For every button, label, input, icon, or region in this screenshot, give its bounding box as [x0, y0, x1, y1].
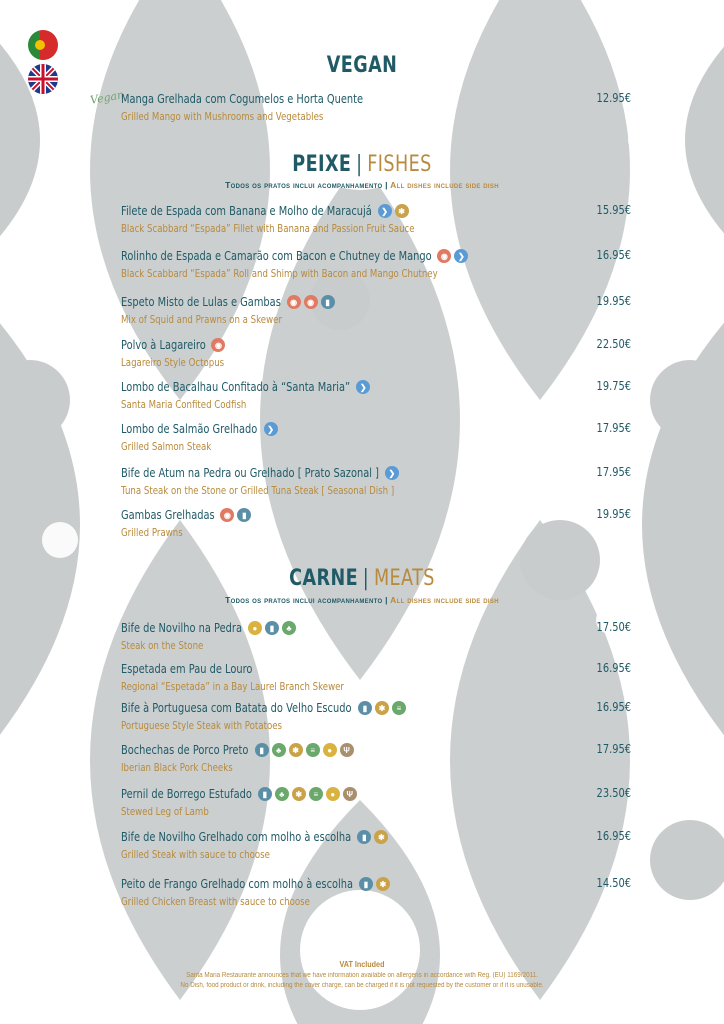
vegan-title: [72, 53, 651, 78]
soy-allergen-icon: ≡: [306, 743, 320, 757]
menu-item: [121, 786, 631, 820]
menu-item: [121, 203, 631, 237]
menu-item: [121, 700, 631, 734]
gluten-allergen-icon: ✱: [376, 877, 390, 891]
menu-item: [121, 620, 631, 654]
menu-item-row: [121, 294, 631, 310]
dish-description: Mix of Squid and Prawns on a Skewer: [121, 314, 282, 326]
gluten-allergen-icon: ✱: [374, 830, 388, 844]
meats-subtitle-en: All dishes include side dish: [390, 595, 499, 605]
fishes-title-pt: PEIXE: [292, 152, 352, 177]
fishes-subtitle-en: All dishes include side dish: [390, 180, 499, 190]
title-separator: |: [356, 152, 363, 177]
dish-description-wrap: [121, 219, 631, 237]
dish-description-wrap: [121, 892, 631, 910]
dish-price: 19.75€: [596, 379, 631, 393]
meats-title-pt: CARNE: [289, 566, 358, 591]
menu-item-row: [121, 507, 631, 523]
allergen-icons: [258, 787, 357, 801]
sulphite-allergen-icon: Ψ: [343, 787, 357, 801]
menu-item-row: [121, 700, 631, 716]
portugal-flag-icon[interactable]: [28, 30, 58, 60]
charge-note: No Dish, food product or drink, including the cover charge, can be charged if it is not requested by the customer or if it is unusable.: [180, 982, 544, 989]
dish-description: Black Scabbard “Espada” Roll and Shimp with Bacon and Mango Chutney: [121, 268, 438, 280]
fish-allergen-icon: ❯: [454, 249, 468, 263]
meats-subtitle: [0, 595, 724, 605]
dish-description-wrap: [121, 802, 631, 820]
dish-description-wrap: [121, 523, 631, 541]
dish-price: 23.50€: [596, 786, 631, 800]
dish-name: Espetada em Pau de Louro: [121, 662, 253, 676]
menu-item: [121, 294, 631, 328]
menu-item-row: [121, 661, 631, 677]
dish-description-wrap: [121, 395, 631, 413]
meats-title-en: MEATS: [373, 566, 435, 591]
dish-price: 12.95€: [596, 91, 631, 105]
dish-description-wrap: [121, 481, 631, 499]
dish-description-wrap: [121, 677, 631, 695]
dish-name: Gambas Grelhadas: [121, 508, 215, 522]
mustard-allergen-icon: ●: [323, 743, 337, 757]
dish-description: Lagareiro Style Octopus: [121, 357, 225, 369]
dish-description: Grilled Chicken Breast with sauce to choose: [121, 896, 310, 908]
menu-item: [121, 829, 631, 863]
allergen-icons: [211, 338, 225, 352]
dish-price: 16.95€: [596, 248, 631, 262]
dish-name: Bochechas de Porco Preto: [121, 743, 249, 757]
menu-item-row: [121, 742, 631, 758]
dish-name: Espeto Misto de Lulas e Gambas: [121, 295, 281, 309]
vat-note: VAT Included: [339, 960, 385, 969]
milk-allergen-icon: ▮: [357, 830, 371, 844]
dish-name: Manga Grelhada com Cogumelos e Horta Quente: [121, 92, 364, 106]
menu-item: [121, 248, 631, 282]
mustard-allergen-icon: ●: [248, 621, 262, 635]
dish-description-wrap: [121, 845, 631, 863]
menu-item: [121, 337, 631, 371]
dish-description-wrap: [121, 353, 631, 371]
dish-description: Stewed Leg of Lamb: [121, 806, 209, 818]
dish-price: 16.95€: [596, 661, 631, 675]
dish-price: 17.95€: [596, 465, 631, 479]
menu-item: [121, 91, 631, 125]
shell-allergen-icon: ◉: [211, 338, 225, 352]
dish-description-wrap: [121, 437, 631, 455]
uk-flag-icon[interactable]: [28, 64, 58, 94]
menu-item-row: [121, 379, 631, 395]
allergen-icons: [378, 204, 409, 218]
vegan-title-text: VEGAN: [326, 53, 398, 78]
allergen-note: Santa Maria Restaurante announces that we have information available on allergens in accordance with Reg. (EU) 1169/2011.: [186, 972, 538, 979]
dish-name: Pernil de Borrego Estufado: [121, 787, 252, 801]
shell-allergen-icon: ◉: [304, 295, 318, 309]
dish-description: Steak on the Stone: [121, 640, 204, 652]
milk-allergen-icon: ▮: [265, 621, 279, 635]
celery-allergen-icon: ♣: [275, 787, 289, 801]
dish-price: 16.95€: [596, 700, 631, 714]
dish-description-wrap: [121, 758, 631, 776]
menu-item-row: [121, 829, 631, 845]
menu-item: [121, 742, 631, 776]
menu-item: [121, 465, 631, 499]
dish-description: Black Scabbard “Espada” Fillet with Banana and Passion Fruit Sauce: [121, 223, 415, 235]
title-separator: |: [362, 566, 370, 591]
allergen-icons: [359, 877, 390, 891]
dish-description: Portuguese Style Steak with Potatoes: [121, 720, 283, 732]
dish-description: Regional “Espetada” in a Bay Laurel Branch Skewer: [121, 681, 344, 693]
allergen-icons: [220, 508, 251, 522]
celery-allergen-icon: ♣: [272, 743, 286, 757]
dish-description: Iberian Black Pork Cheeks: [121, 762, 233, 774]
allergen-icons: [356, 380, 370, 394]
dish-name: Polvo à Lagareiro: [121, 338, 206, 352]
dish-description-wrap: [121, 636, 631, 654]
menu-item: [121, 661, 631, 695]
gluten-allergen-icon: ✱: [375, 701, 389, 715]
menu-item: [121, 507, 631, 541]
menu-item-row: [121, 876, 631, 892]
menu-item-row: [121, 465, 631, 481]
language-flags: [28, 30, 58, 98]
shell-allergen-icon: ◉: [220, 508, 234, 522]
allergen-icons: [358, 701, 406, 715]
dish-description: Grilled Prawns: [121, 527, 183, 539]
soy-allergen-icon: ≡: [392, 701, 406, 715]
vegan-badge-icon: Vegan: [89, 88, 126, 107]
dish-price: 22.50€: [596, 337, 631, 351]
dish-price: 14.50€: [596, 876, 631, 890]
dish-name: Bife de Novilho na Pedra: [121, 621, 242, 635]
dish-name: Rolinho de Espada e Camarão com Bacon e Chutney de Mango: [121, 249, 432, 263]
milk-allergen-icon: ▮: [359, 877, 373, 891]
gluten-allergen-icon: ✱: [395, 204, 409, 218]
menu-item-row: [121, 620, 631, 636]
dish-description-wrap: [121, 264, 631, 282]
dish-description-wrap: [121, 716, 631, 734]
menu-item-row: [121, 248, 631, 264]
dish-name: Bife de Novilho Grelhado com molho à escolha: [121, 830, 352, 844]
dish-price: 16.95€: [596, 829, 631, 843]
allergen-icons: [248, 621, 296, 635]
dish-price: 19.95€: [596, 507, 631, 521]
shell-allergen-icon: ◉: [437, 249, 451, 263]
allergen-icons: [357, 830, 388, 844]
shell-allergen-icon: ◉: [287, 295, 301, 309]
dish-description: Grilled Salmon Steak: [121, 441, 212, 453]
meats-subtitle-pt: Todos os pratos inclui acompanhamento: [225, 595, 383, 605]
dish-description: Grilled Mango with Mushrooms and Vegetables: [121, 111, 324, 123]
gluten-allergen-icon: ✱: [292, 787, 306, 801]
milk-allergen-icon: ▮: [358, 701, 372, 715]
soy-allergen-icon: ≡: [309, 787, 323, 801]
dish-description: Tuna Steak on the Stone or Grilled Tuna Steak [ Seasonal Dish ]: [121, 485, 395, 497]
fish-allergen-icon: ❯: [385, 466, 399, 480]
fishes-title: [72, 152, 651, 177]
dish-name: Filete de Espada com Banana e Molho de Maracujá: [121, 204, 372, 218]
dish-name: Lombo de Bacalhau Confitado à “Santa Maria”: [121, 380, 351, 394]
dish-price: 19.95€: [596, 294, 631, 308]
menu-item: [121, 876, 631, 910]
meats-title: [72, 566, 651, 591]
allergen-icons: [437, 249, 468, 263]
dish-name: Lombo de Salmão Grelhado: [121, 422, 258, 436]
dish-name: Bife de Atum na Pedra ou Grelhado [ Prato Sazonal ]: [121, 466, 379, 480]
allergen-icons: [385, 466, 399, 480]
dish-price: 17.50€: [596, 620, 631, 634]
dish-name: Bife à Portuguesa com Batata do Velho Escudo: [121, 701, 352, 715]
fishes-subtitle-pt: Todos os pratos inclui acompanhamento: [225, 180, 383, 190]
dish-price: 17.95€: [596, 421, 631, 435]
allergen-icons: [287, 295, 335, 309]
menu-item-row: [121, 91, 631, 107]
fish-allergen-icon: ❯: [356, 380, 370, 394]
allergen-icons: [264, 422, 278, 436]
fish-allergen-icon: ❯: [378, 204, 392, 218]
subtitle-separator: |: [385, 595, 388, 605]
dish-price: 15.95€: [596, 203, 631, 217]
milk-allergen-icon: ▮: [258, 787, 272, 801]
menu-item-row: [121, 786, 631, 802]
menu-item-row: [121, 337, 631, 353]
menu-item: [121, 421, 631, 455]
dish-description-wrap: [121, 107, 631, 125]
menu-item: [121, 379, 631, 413]
allergen-icons: [255, 743, 354, 757]
menu-item-row: [121, 421, 631, 437]
dish-description-wrap: [121, 310, 631, 328]
milk-allergen-icon: ▮: [321, 295, 335, 309]
menu-item-row: [121, 203, 631, 219]
milk-allergen-icon: ▮: [255, 743, 269, 757]
mustard-allergen-icon: ●: [326, 787, 340, 801]
milk-allergen-icon: ▮: [237, 508, 251, 522]
fishes-subtitle: [0, 180, 724, 190]
gluten-allergen-icon: ✱: [289, 743, 303, 757]
dish-price: 17.95€: [596, 742, 631, 756]
celery-allergen-icon: ♣: [282, 621, 296, 635]
fish-allergen-icon: ❯: [264, 422, 278, 436]
fishes-title-en: FISHES: [367, 152, 432, 177]
dish-description: Grilled Steak with sauce to choose: [121, 849, 270, 861]
sulphite-allergen-icon: Ψ: [340, 743, 354, 757]
dish-description: Santa Maria Confited Codfish: [121, 399, 247, 411]
subtitle-separator: |: [385, 180, 388, 190]
dish-name: Peito de Frango Grelhado com molho à escolha: [121, 877, 353, 891]
